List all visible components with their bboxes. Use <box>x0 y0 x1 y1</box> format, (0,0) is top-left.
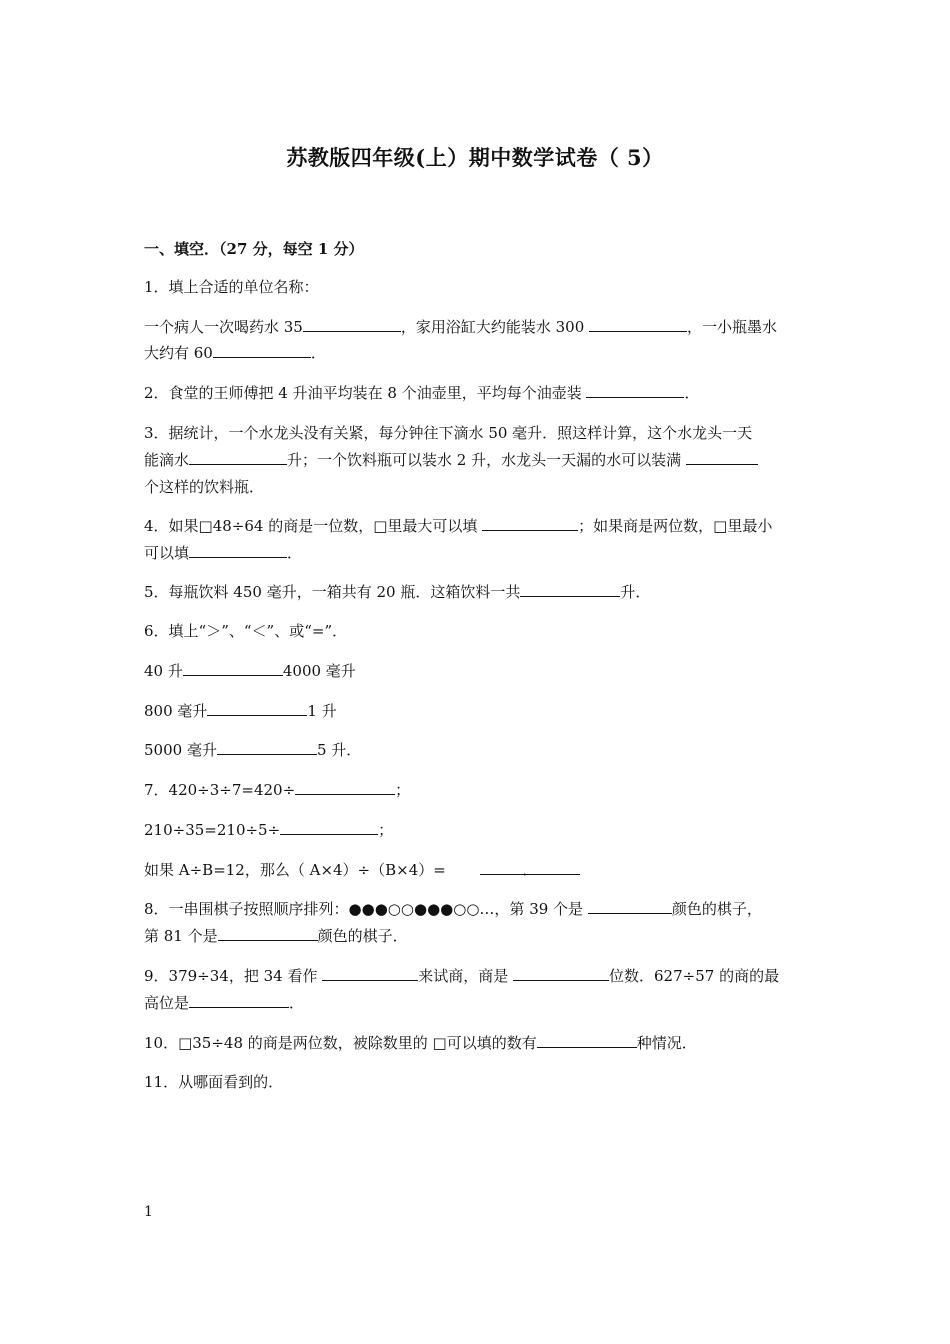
answer-blank[interactable] <box>520 582 620 597</box>
answer-blank[interactable] <box>322 966 418 981</box>
question-8-line-2 <box>144 926 408 946</box>
q9-text-c: 位数．627÷57 的商的最 <box>609 967 780 985</box>
q4-text-b: ；如果商是两位数，□里最小 <box>578 517 773 535</box>
page-number: 1 <box>144 1204 153 1220</box>
question-1-line-1 <box>144 317 777 337</box>
q4-text-c: 可以填 <box>144 544 190 562</box>
q9-text-b: 来试商，商是 <box>418 967 514 985</box>
answer-blank[interactable] <box>303 317 401 332</box>
answer-blank[interactable] <box>183 661 283 676</box>
answer-blank[interactable] <box>589 317 687 332</box>
q8-text-b: 颜色的棋子， <box>671 900 762 918</box>
question-8-line-1 <box>144 899 762 919</box>
q6-r1-right: 4000 毫升 <box>282 662 356 680</box>
q10-text-a: 10．□35÷48 的商是两位数，被除数里的 □可以填的数有 <box>144 1034 537 1052</box>
answer-blank[interactable] <box>586 383 684 398</box>
q1-text-b: ，家用浴缸大约能装水 300 <box>400 318 590 336</box>
answer-blank[interactable] <box>482 516 578 531</box>
answer-blank[interactable] <box>189 993 289 1008</box>
q8-text-a: 8．一串围棋子按照顺序排列：●●●○○●●●○○…，第 39 个是 <box>144 900 588 918</box>
answer-blank[interactable] <box>189 450 287 465</box>
q5-text-a: 5．每瓶饮料 450 毫升，一箱共有 20 瓶．这箱饮料一共 <box>144 583 521 601</box>
q7-r2-end: ； <box>378 821 394 839</box>
question-3-line-2 <box>144 450 758 470</box>
q1-text-d: 大约有 60 <box>144 344 213 362</box>
q3-text-b: 能滴水 <box>144 451 190 469</box>
answer-blank[interactable] <box>686 450 758 465</box>
q4-text-d: ． <box>287 544 303 562</box>
question-4-line-1 <box>144 516 772 536</box>
question-9-line-2 <box>144 993 304 1013</box>
q1-text-a: 一个病人一次喝药水 35 <box>144 318 303 336</box>
q3-text-c: 升；一个饮料瓶可以装水 2 升，水龙头一天漏的水可以装满 <box>287 451 686 469</box>
q10-text-b: 种情况． <box>636 1034 697 1052</box>
q6-r2-right: 1 升 <box>307 702 337 720</box>
answer-blank[interactable] <box>213 343 311 358</box>
q8-text-d: 颜色的棋子． <box>317 927 408 945</box>
q2-text-a: 2．食堂的王师傅把 4 升油平均装在 8 个油壶里，平均每个油壶装 <box>144 384 587 402</box>
q7-r3-text: 如果 A÷B=12，那么（ A×4）÷（B×4）= <box>144 861 446 879</box>
question-1-stem: 1．填上合适的单位名称： <box>144 278 319 296</box>
question-9-line-1 <box>144 966 779 986</box>
q4-text-a: 4．如果□48÷64 的商是一位数，□里最大可以填 <box>144 517 483 535</box>
answer-blank[interactable] <box>189 543 287 558</box>
q8-text-c: 第 81 个是 <box>144 927 218 945</box>
answer-blank[interactable] <box>217 740 317 755</box>
q7-r3-dot: ． <box>522 861 538 879</box>
question-2 <box>144 383 700 403</box>
question-6-stem: 6．填上“＞”、“＜”、或“=”． <box>144 622 348 640</box>
q6-r3-right: 5 升． <box>316 741 362 759</box>
question-7-row-1 <box>144 780 410 800</box>
question-6-row-2 <box>144 701 337 721</box>
section-heading: 一、填空．（27 分，每空 1 分） <box>144 240 364 258</box>
q2-text-b: ． <box>684 384 700 402</box>
q5-text-b: 升． <box>620 583 651 601</box>
answer-blank[interactable] <box>218 926 318 941</box>
q7-r2-text: 210÷35=210÷5÷ <box>144 821 281 839</box>
question-7-row-2 <box>144 820 393 840</box>
question-7-row-3 <box>144 860 580 880</box>
answer-blank[interactable] <box>588 899 672 914</box>
question-1-line-2 <box>144 343 326 363</box>
q7-r1-end: ； <box>395 781 411 799</box>
q9-text-a: 9．379÷34，把 34 看作 <box>144 967 323 985</box>
q9-text-d: 高位是 <box>144 994 190 1012</box>
question-6-row-3 <box>144 740 361 760</box>
question-4-line-2 <box>144 543 302 563</box>
q6-r1-left: 40 升 <box>144 662 183 680</box>
question-3-line-1: 3．据统计，一个水龙头没有关紧，每分钟往下滴水 50 毫升．照这样计算，这个水龙头一天 <box>144 424 753 442</box>
q1-text-c: ，一小瓶墨水 <box>687 318 778 336</box>
answer-blank[interactable] <box>295 780 395 795</box>
question-5 <box>144 582 650 602</box>
q6-r3-left: 5000 毫升 <box>144 741 217 759</box>
question-11: 11．从哪面看到的． <box>144 1073 284 1091</box>
answer-blank[interactable] <box>537 1033 637 1048</box>
answer-blank[interactable] <box>207 701 307 716</box>
answer-blank[interactable] <box>513 966 609 981</box>
q1-text-e: ． <box>310 344 326 362</box>
question-10 <box>144 1033 697 1053</box>
q9-text-e: ． <box>289 994 305 1012</box>
answer-blank[interactable] <box>280 820 378 835</box>
question-6-row-1 <box>144 661 356 681</box>
q6-r2-left: 800 毫升 <box>144 702 208 720</box>
page-title: 苏教版四年级(上）期中数学试卷（ 5） <box>286 145 664 170</box>
q7-r1-text: 7．420÷3÷7=420÷ <box>144 781 296 799</box>
question-3-line-3: 个这样的饮料瓶． <box>144 478 265 496</box>
answer-blank[interactable] <box>480 860 580 879</box>
